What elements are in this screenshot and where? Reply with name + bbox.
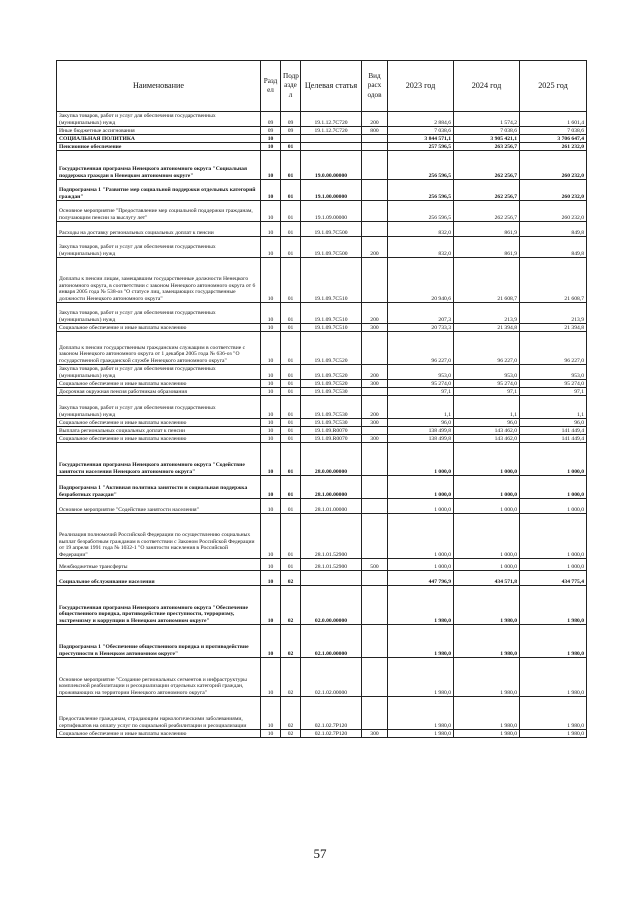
row-name: Закупка товаров, работ и услуг для обеспечения государственных (муниципальных) нужд [57,396,261,419]
row-expense-type: 200 [362,303,388,324]
row-expense-type [362,427,388,435]
row-article: 28.1.01.52900 [301,514,362,559]
row-article: 28.1.01.00000 [301,499,362,514]
header-section: Разд ел [261,61,281,112]
row-expense-type [362,571,388,586]
table-row [57,514,587,559]
row-amount-2023: 97,1 [388,388,454,396]
row-amount-2024: 953,0 [454,365,520,380]
row-name: Закупка товаров, работ и услуг для обеспечения государственных (муниципальных) нужд [57,365,261,380]
row-section: 10 [261,730,281,738]
row-amount-2025: 97,1 [520,388,587,396]
row-subsection: 01 [281,303,301,324]
row-amount-2024: 861,9 [454,222,520,237]
row-amount-2025: 141 449,4 [520,435,587,443]
row-section: 10 [261,237,281,258]
table-body [57,112,587,738]
row-section: 10 [261,380,281,388]
table-row [57,396,587,419]
row-amount-2025: 1 980,0 [520,658,587,697]
row-name: Государственная программа Ненецкого автономного округа "Содействие занятости населения Ненецкого автономного округа" [57,443,261,476]
row-amount-2024: 262 256,7 [454,151,520,180]
row-article: 28.1.01.52900 [301,559,362,571]
row-subsection: 09 [281,112,301,127]
row-section: 10 [261,499,281,514]
table-row [57,625,587,658]
table-row [57,388,587,396]
row-section: 10 [261,658,281,697]
row-amount-2025: 1 000,0 [520,499,587,514]
row-expense-type [362,388,388,396]
row-article: 19.1.09.7С520 [301,332,362,365]
row-amount-2024: 1 000,0 [454,514,520,559]
row-name: Социальное обеспечение и иные выплаты населению [57,419,261,427]
row-amount-2023: 1 000,0 [388,499,454,514]
row-article: 02.0.00.00000 [301,586,362,625]
row-expense-type [362,222,388,237]
row-subsection: 01 [281,143,301,151]
row-amount-2025: 1 000,0 [520,514,587,559]
row-subsection: 01 [281,201,301,222]
row-expense-type: 500 [362,559,388,571]
row-expense-type [362,332,388,365]
row-amount-2023: 138 499,8 [388,427,454,435]
row-section: 10 [261,697,281,730]
row-amount-2025: 849,8 [520,237,587,258]
row-amount-2024: 1 000,0 [454,476,520,499]
row-article: 02.1.00.00000 [301,625,362,658]
row-article: 19.1.09.7С510 [301,258,362,303]
row-amount-2024: 213,9 [454,303,520,324]
row-expense-type [362,151,388,180]
row-name: Социальное обеспечение и иные выплаты населению [57,435,261,443]
row-name: Закупка товаров, работ и услуг для обеспечения государственных (муниципальных) нужд [57,303,261,324]
row-article: 19.1.09.7С520 [301,380,362,388]
row-name: Межбюджетные трансферты [57,559,261,571]
row-amount-2025: 260 232,0 [520,201,587,222]
row-amount-2024: 1,1 [454,396,520,419]
row-amount-2023: 96,0 [388,419,454,427]
row-article [301,143,362,151]
row-section: 10 [261,201,281,222]
row-subsection: 01 [281,180,301,201]
header-subsection: Подр азде л [281,61,301,112]
row-amount-2025: 1 601,4 [520,112,587,127]
row-amount-2024: 143 462,0 [454,435,520,443]
row-article: 19.1.09.7С520 [301,365,362,380]
table-row [57,303,587,324]
row-amount-2023: 447 796,9 [388,571,454,586]
header-year-2025: 2025 год [520,61,587,112]
row-section: 10 [261,559,281,571]
row-subsection: 01 [281,427,301,435]
row-name: Социальное обслуживание населения [57,571,261,586]
row-amount-2025: 1 980,0 [520,625,587,658]
row-amount-2024: 3 905 421,1 [454,135,520,143]
row-article: 19.1.09.7С530 [301,396,362,419]
row-amount-2023: 953,0 [388,365,454,380]
table-row [57,201,587,222]
row-section: 10 [261,332,281,365]
row-article: 19.0.00.00000 [301,151,362,180]
row-section: 10 [261,222,281,237]
row-amount-2025: 1 000,0 [520,559,587,571]
row-subsection: 09 [281,127,301,135]
row-amount-2024: 7 038,6 [454,127,520,135]
row-amount-2025: 260 232,0 [520,180,587,201]
row-amount-2025: 141 449,4 [520,427,587,435]
row-amount-2024: 1 980,0 [454,697,520,730]
row-subsection: 01 [281,332,301,365]
row-name: Досрочная окружная пенсия работникам образования [57,388,261,396]
table-row [57,380,587,388]
row-amount-2025: 21 608,7 [520,258,587,303]
row-expense-type [362,180,388,201]
row-amount-2023: 20 733,3 [388,324,454,332]
row-name: СОЦИАЛЬНАЯ ПОЛИТИКА [57,135,261,143]
row-name: Доплаты к пенсии государственным гражданским служащим в соответствие с законом Ненецкого автономного округа от 1 декабря 2005 года № 636-оз "О государственной гражданской службе Ненецкого автономного округа" [57,332,261,365]
row-expense-type [362,443,388,476]
header-year-2023: 2023 год [388,61,454,112]
row-amount-2023: 1 980,0 [388,586,454,625]
table-row [57,499,587,514]
row-name: Социальное обеспечение и иные выплаты населению [57,324,261,332]
table-row [57,143,587,151]
row-article: 19.1.12.7С720 [301,127,362,135]
table-row [57,332,587,365]
row-section: 10 [261,143,281,151]
row-article [301,571,362,586]
table-row [57,222,587,237]
row-amount-2025: 21 394,8 [520,324,587,332]
row-amount-2023: 207,3 [388,303,454,324]
row-amount-2025: 3 706 647,4 [520,135,587,143]
row-section: 10 [261,180,281,201]
row-amount-2023: 1 000,0 [388,476,454,499]
row-expense-type [362,476,388,499]
row-article: 19.1.09.R0070 [301,435,362,443]
row-amount-2025: 953,0 [520,365,587,380]
row-section: 10 [261,324,281,332]
row-article: 19.1.09.7С500 [301,237,362,258]
row-amount-2024: 861,9 [454,237,520,258]
row-amount-2025: 1 980,0 [520,586,587,625]
row-amount-2024: 263 256,7 [454,143,520,151]
row-subsection: 02 [281,625,301,658]
row-amount-2024: 143 462,0 [454,427,520,435]
row-amount-2023: 1 980,0 [388,730,454,738]
row-expense-type: 300 [362,419,388,427]
row-amount-2025: 261 232,0 [520,143,587,151]
row-name: Основное мероприятие "Предоставление мер социальной поддержки гражданам, получающим пенсии за выслугу лет" [57,201,261,222]
row-amount-2023: 256 596,5 [388,180,454,201]
row-amount-2023: 1 980,0 [388,625,454,658]
header-expense-type: Вид расх одов [362,61,388,112]
table-row [57,419,587,427]
row-expense-type: 300 [362,380,388,388]
page-number: 57 [313,846,327,861]
row-amount-2025: 7 038,6 [520,127,587,135]
row-expense-type: 200 [362,237,388,258]
row-amount-2023: 96 227,0 [388,332,454,365]
row-amount-2024: 96,0 [454,419,520,427]
row-amount-2023: 1 980,0 [388,697,454,730]
row-expense-type: 300 [362,435,388,443]
row-expense-type: 200 [362,112,388,127]
row-subsection: 02 [281,571,301,586]
row-section: 10 [261,303,281,324]
row-name: Подпрограмма 1 "Развитие мер социальной поддержки отдельных категорий граждан" [57,180,261,201]
row-amount-2024: 95 274,0 [454,380,520,388]
row-amount-2025: 1 000,0 [520,476,587,499]
row-expense-type: 300 [362,324,388,332]
row-amount-2023: 832,0 [388,237,454,258]
row-article: 02.1.02.7Р120 [301,730,362,738]
row-amount-2024: 1 980,0 [454,625,520,658]
row-name: Государственная программа Ненецкого автономного округа "Обеспечение общественного порядка, противодействие преступности, терроризму, экстремизму и коррупции в Ненецком автономном округе" [57,586,261,625]
row-expense-type [362,201,388,222]
row-subsection: 02 [281,730,301,738]
row-name: Подпрограмма 1 "Активная политика занятости и социальная поддержка безработных граждан" [57,476,261,499]
row-expense-type [362,258,388,303]
row-amount-2025: 95 274,0 [520,380,587,388]
row-expense-type [362,135,388,143]
row-article: 19.1.12.7С720 [301,112,362,127]
row-expense-type [362,143,388,151]
row-subsection: 01 [281,435,301,443]
row-article: 02.1.02.00000 [301,658,362,697]
row-amount-2025: 260 232,0 [520,151,587,180]
row-amount-2024: 1 000,0 [454,443,520,476]
row-article: 19.1.09.00000 [301,201,362,222]
row-expense-type [362,625,388,658]
row-section: 10 [261,476,281,499]
row-name: Основное мероприятие "Создание региональных сегментов и инфраструктуры комплексной реабилитации и ресоциализации отдельных категорий граждан, проживающих на территории Ненецкого автономного округа" [57,658,261,697]
row-amount-2023: 256 596,5 [388,151,454,180]
row-subsection: 01 [281,365,301,380]
row-subsection: 01 [281,222,301,237]
row-amount-2025: 1,1 [520,396,587,419]
table-row [57,559,587,571]
row-expense-type [362,586,388,625]
row-name: Расходы на доставку региональных социальных доплат к пенсии [57,222,261,237]
row-article: 19.1.09.7С530 [301,388,362,396]
row-amount-2025: 849,8 [520,222,587,237]
row-amount-2025: 1 980,0 [520,697,587,730]
table-row [57,180,587,201]
row-amount-2024: 97,1 [454,388,520,396]
row-amount-2024: 1 574,2 [454,112,520,127]
row-name: Социальное обеспечение и иные выплаты населению [57,380,261,388]
table-row [57,151,587,180]
row-name: Подпрограмма 1 "Обеспечение общественного порядка и противодействие преступности в Ненецком автономном округе" [57,625,261,658]
row-amount-2024: 262 256,7 [454,201,520,222]
row-article: 19.1.09.7С510 [301,324,362,332]
table-row [57,586,587,625]
row-section: 10 [261,571,281,586]
row-expense-type: 800 [362,127,388,135]
row-amount-2024: 434 571,8 [454,571,520,586]
table-row [57,365,587,380]
row-section: 10 [261,388,281,396]
row-expense-type: 300 [362,730,388,738]
row-section: 10 [261,427,281,435]
row-subsection: 01 [281,559,301,571]
row-amount-2025: 1 000,0 [520,443,587,476]
row-amount-2024: 262 256,7 [454,180,520,201]
row-amount-2023: 1 000,0 [388,559,454,571]
row-amount-2023: 1,1 [388,396,454,419]
row-amount-2023: 1 000,0 [388,443,454,476]
row-subsection: 01 [281,443,301,476]
table-row [57,435,587,443]
header-name: Наименование [57,61,261,112]
row-amount-2023: 95 274,0 [388,380,454,388]
row-amount-2024: 1 980,0 [454,658,520,697]
row-article: 19.1.09.7С500 [301,222,362,237]
row-section: 10 [261,443,281,476]
row-name: Иные бюджетные ассигнования [57,127,261,135]
row-article: 19.1.09.R0070 [301,427,362,435]
table-row [57,237,587,258]
row-expense-type [362,499,388,514]
row-subsection [281,135,301,143]
row-amount-2023: 138 499,8 [388,435,454,443]
row-amount-2023: 20 940,6 [388,258,454,303]
row-amount-2023: 257 596,5 [388,143,454,151]
row-name: Доплаты к пенсии лицам, замещавшим государственные должности Ненецкого автономного округа, в соответствии с законом Ненецкого автономного округа от 6 января 2005 года № 538-оз "О статусе лиц, замещающих государственные должности Ненецкого автономного округа" [57,258,261,303]
row-amount-2025: 434 775,4 [520,571,587,586]
row-section: 09 [261,127,281,135]
table-row [57,324,587,332]
budget-table [56,60,587,738]
row-subsection: 02 [281,697,301,730]
row-section: 09 [261,112,281,127]
row-name: Государственная программа Ненецкого автономного округа "Социальная поддержка граждан в Ненецком автономном округе" [57,151,261,180]
row-amount-2023: 256 596,5 [388,201,454,222]
row-amount-2025: 96,0 [520,419,587,427]
row-subsection: 01 [281,151,301,180]
row-name: Реализация полномочий Российской Федерации по осуществлению социальных выплат безработным гражданам в соответствии с Законом Российской Федерации от 19 апреля 1991 года № 1032-1 "О занятости населения в Российской Федерации" [57,514,261,559]
table-row [57,127,587,135]
row-amount-2025: 213,9 [520,303,587,324]
row-subsection: 01 [281,237,301,258]
table-row [57,443,587,476]
row-amount-2023: 2 884,6 [388,112,454,127]
row-section: 10 [261,514,281,559]
row-subsection: 01 [281,324,301,332]
row-section: 10 [261,586,281,625]
row-amount-2023: 3 844 571,1 [388,135,454,143]
row-section: 10 [261,435,281,443]
row-subsection: 01 [281,499,301,514]
row-subsection: 01 [281,419,301,427]
row-expense-type [362,697,388,730]
row-name: Социальное обеспечение и иные выплаты населению [57,730,261,738]
table-row [57,427,587,435]
table-row [57,258,587,303]
table-row [57,112,587,127]
row-subsection: 01 [281,396,301,419]
row-expense-type [362,514,388,559]
row-article: 28.1.00.00000 [301,476,362,499]
row-amount-2023: 832,0 [388,222,454,237]
header-year-2024: 2024 год [454,61,520,112]
row-amount-2024: 96 227,0 [454,332,520,365]
row-amount-2023: 7 038,6 [388,127,454,135]
row-expense-type: 200 [362,396,388,419]
row-subsection: 01 [281,380,301,388]
row-amount-2024: 1 000,0 [454,559,520,571]
row-name: Основное мероприятие "Содействие занятости населения" [57,499,261,514]
header-article: Целевая статья [301,61,362,112]
table-row [57,697,587,730]
row-section: 10 [261,365,281,380]
row-amount-2024: 21 608,7 [454,258,520,303]
budget-sheet [56,60,586,738]
row-article: 19.1.09.7С530 [301,419,362,427]
table-row [57,658,587,697]
row-name: Закупка товаров, работ и услуг для обеспечения государственных (муниципальных) нужд [57,237,261,258]
row-article [301,135,362,143]
row-amount-2023: 1 000,0 [388,514,454,559]
row-subsection: 02 [281,586,301,625]
row-expense-type [362,658,388,697]
row-amount-2025: 1 980,0 [520,730,587,738]
row-section: 10 [261,625,281,658]
row-subsection: 01 [281,258,301,303]
row-expense-type: 200 [362,365,388,380]
row-amount-2024: 21 394,8 [454,324,520,332]
table-header-row [57,61,587,112]
row-amount-2024: 1 000,0 [454,499,520,514]
row-name: Предоставление гражданам, страдающим наркологическими заболеваниями, сертификатов на оплату услуг по социальной реабилитации и ресоциализации [57,697,261,730]
row-article: 19.1.09.7С510 [301,303,362,324]
row-subsection: 01 [281,514,301,559]
row-name: Выплата региональных социальных доплат к пенсии [57,427,261,435]
table-row [57,571,587,586]
row-amount-2024: 1 980,0 [454,586,520,625]
row-name: Пенсионное обеспечение [57,143,261,151]
row-amount-2025: 96 227,0 [520,332,587,365]
row-subsection: 02 [281,658,301,697]
row-article: 02.1.02.7Р120 [301,697,362,730]
row-section: 10 [261,396,281,419]
row-subsection: 01 [281,388,301,396]
table-row [57,730,587,738]
row-amount-2023: 1 980,0 [388,658,454,697]
row-section: 10 [261,151,281,180]
row-name: Закупка товаров, работ и услуг для обеспечения государственных (муниципальных) нужд [57,112,261,127]
row-section: 10 [261,419,281,427]
table-row [57,135,587,143]
row-article: 28.0.00.00000 [301,443,362,476]
row-article: 19.1.00.00000 [301,180,362,201]
table-row [57,476,587,499]
row-section: 10 [261,258,281,303]
row-section: 10 [261,135,281,143]
row-subsection: 01 [281,476,301,499]
row-amount-2024: 1 980,0 [454,730,520,738]
